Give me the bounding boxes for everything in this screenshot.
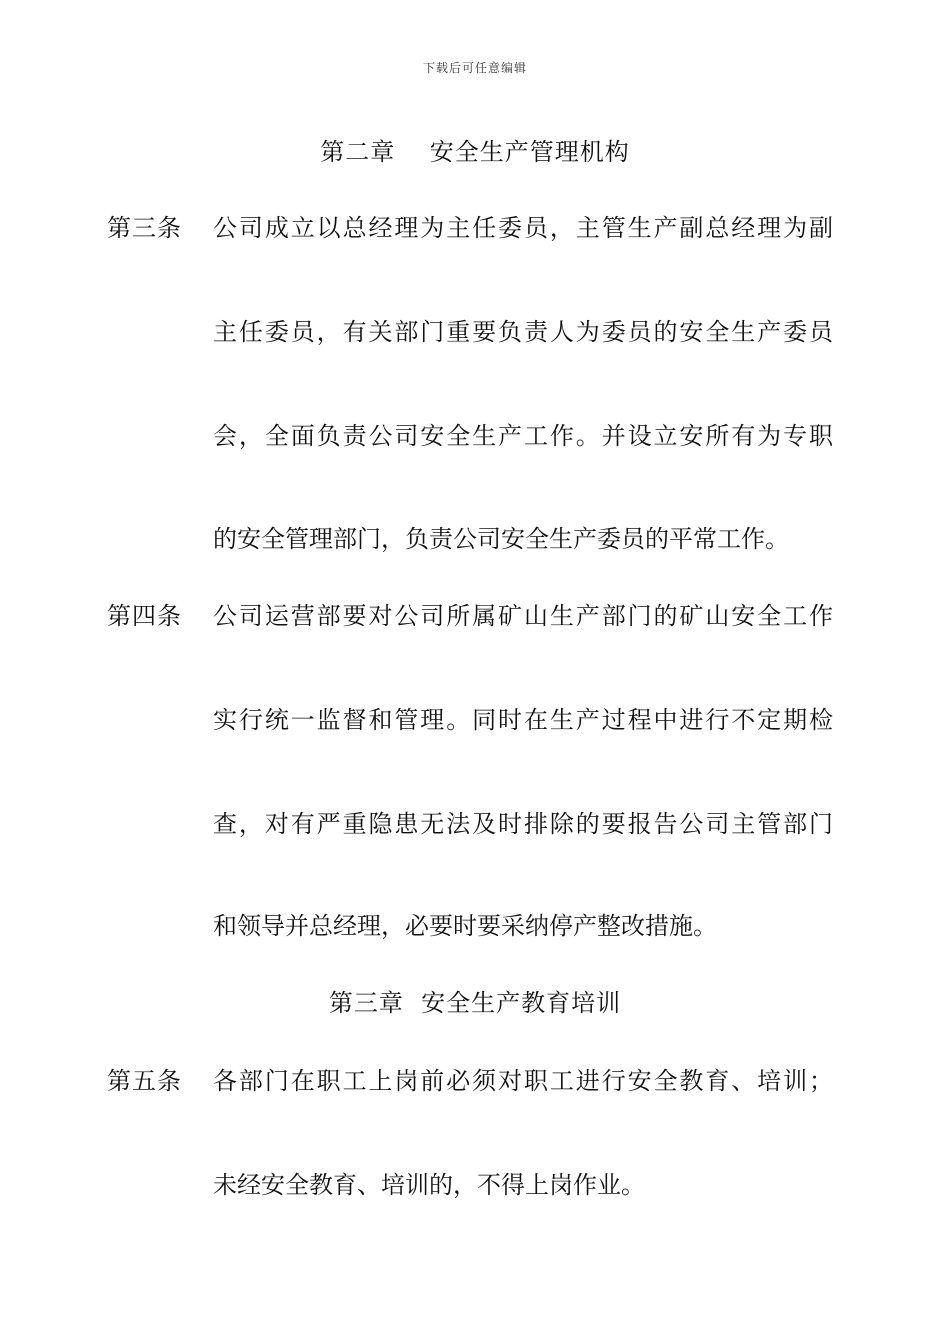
article-line: 公司运营部要对公司所属矿山生产部门的矿山安全工作 (213, 602, 833, 630)
chapter-title: 第二章 安全生产管理机构 (320, 138, 630, 166)
article-line: 的安全管理部门，负责公司安全生产委员的平常工作。 (213, 525, 789, 553)
article-label: 第四条 (107, 602, 182, 630)
header-note: 下载后可任意编辑 (422, 61, 527, 75)
article-line: 未经安全教育、培训的，不得上岗作业。 (213, 1171, 645, 1199)
article-line: 实行统一监督和管理。同时在生产过程中进行不定期检 (213, 706, 833, 734)
article-line: 会，全面负责公司安全生产工作。并设立安所有为专职 (213, 422, 833, 450)
article-line: 各部门在职工上岗前必须对职工进行安全教育、培训； (213, 1067, 833, 1095)
article-line: 和领导并总经理，必要时要采纳停产整改措施。 (213, 912, 717, 940)
article-label: 第五条 (107, 1067, 182, 1095)
chapter-title: 第三章 安全生产教育培训 (328, 989, 622, 1017)
article-line: 公司成立以总经理为主任委员，主管生产副总经理为副 (213, 214, 833, 242)
article-line: 查，对有严重隐患无法及时排除的要报告公司主管部门 (213, 810, 833, 838)
article-label: 第三条 (107, 214, 182, 242)
article-line: 主任委员，有关部门重要负责人为委员的安全生产委员 (213, 318, 833, 346)
